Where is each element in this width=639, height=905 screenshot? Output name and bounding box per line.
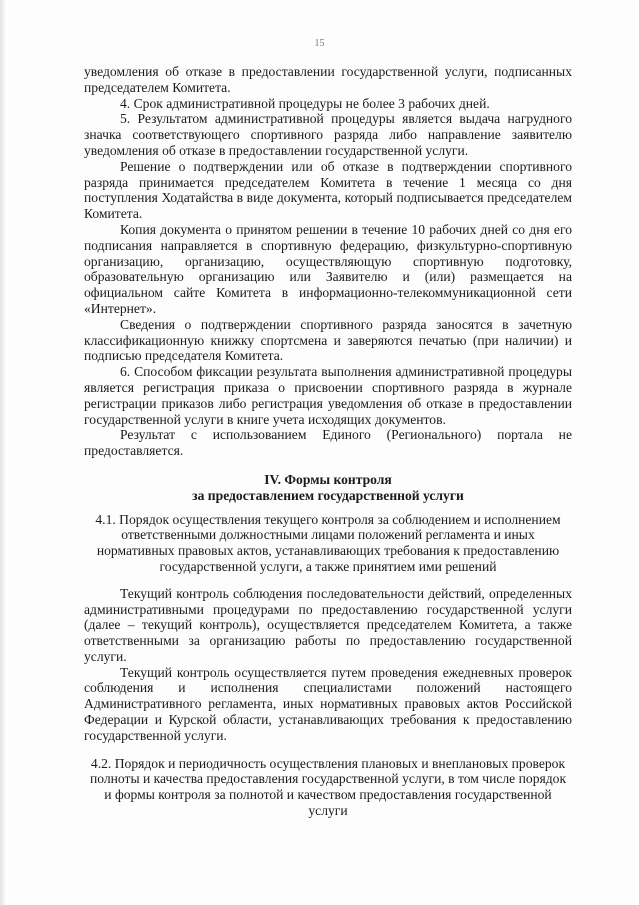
paragraph-continuation: уведомления об отказе в предоставлении государственной услуги, подписанных председателем Комитета.: [84, 64, 572, 95]
paragraph-fixation-method: 6. Способом фиксации результата выполнения административной процедуры является регистрация приказа о присвоении спортивного разряда в журнале регистрации приказов либо регистрация уведомления об отказе в предоставлении государственной услуги в книге учета исходящих документов.: [84, 364, 572, 427]
page-number: 15: [314, 38, 325, 49]
subsection-heading-4-2: 4.2. Порядок и периодичность осуществления плановых и внеплановых проверок полноты и качества предоставления государственной услуги, в том числе порядок и формы контроля за полнотой и качеством предоставления государственной услуги: [89, 755, 567, 819]
paragraph-procedure-result: 5. Результатом административной процедуры является выдача нагрудного значка соответствующего спортивного разряда либо направление заявителю уведомления об отказе в предоставлении государственной услуги.: [84, 111, 572, 158]
paragraph-procedure-term: 4. Срок административной процедуры не более 3 рабочих дней.: [120, 95, 490, 111]
paragraph-decision: Решение о подтверждении или об отказе в подтверждении спортивного разряда принимается председателем Комитета в течение 1 месяца со дня поступления Ходатайства в виде документа, который подписывается председателем Комитета.: [84, 158, 572, 222]
paragraph-portal-result: Результат с использованием Единого (Регионального) портала не предоставляется.: [84, 427, 572, 459]
paragraph-current-control: Текущий контроль соблюдения последовательности действий, определенных административными процедурами по предоставлению государственной услуги (далее – текущий контроль), осуществляется председателем Комитета, а также ответственными за организацию работы по предоставлению государственной услуги.: [84, 585, 572, 664]
section-title: [84, 472, 572, 504]
section-title-line-1: IV. Формы контроля: [264, 471, 392, 487]
paragraph-record-book: Сведения о подтверждении спортивного разряда заносятся в зачетную классификационную книжку спортсмена и заверяются печатью (при наличии) и подписью председателя Комитета.: [84, 316, 572, 364]
paragraph-copy-of-decision: Копия документа о принятом решении в течение 10 рабочих дней со дня его подписания направляется в спортивную федерацию, физкультурно-спортивную организацию, организацию, осуществляющую спортивную подготовку, образовательную организацию или Заявителю и (или) размещается на официальном сайте Комитета в информационно-телекоммуникационной сети «Интернет».: [84, 221, 572, 316]
paragraph-daily-checks: Текущий контроль осуществляется путем проведения ежедневных проверок соблюдения и исполнения специалистами положений настоящего Административного регламента, иных нормативных правовых актов Российской Федерации и Курской области, устанавливающих требования к предоставлению государственной услуги.: [84, 664, 572, 743]
subsection-heading-4-1: 4.1. Порядок осуществления текущего контроля за соблюдением и исполнением ответственными должностными лицами положений регламента и иных нормативных правовых актов, устанавливающих требования к предоставлению государственной услуги, а также принятием ими решений: [95, 511, 561, 574]
document-body: [84, 64, 572, 830]
section-title-line-2: за предоставлением государственной услуги: [192, 487, 464, 503]
scan-edge-shadow: [0, 0, 6, 905]
